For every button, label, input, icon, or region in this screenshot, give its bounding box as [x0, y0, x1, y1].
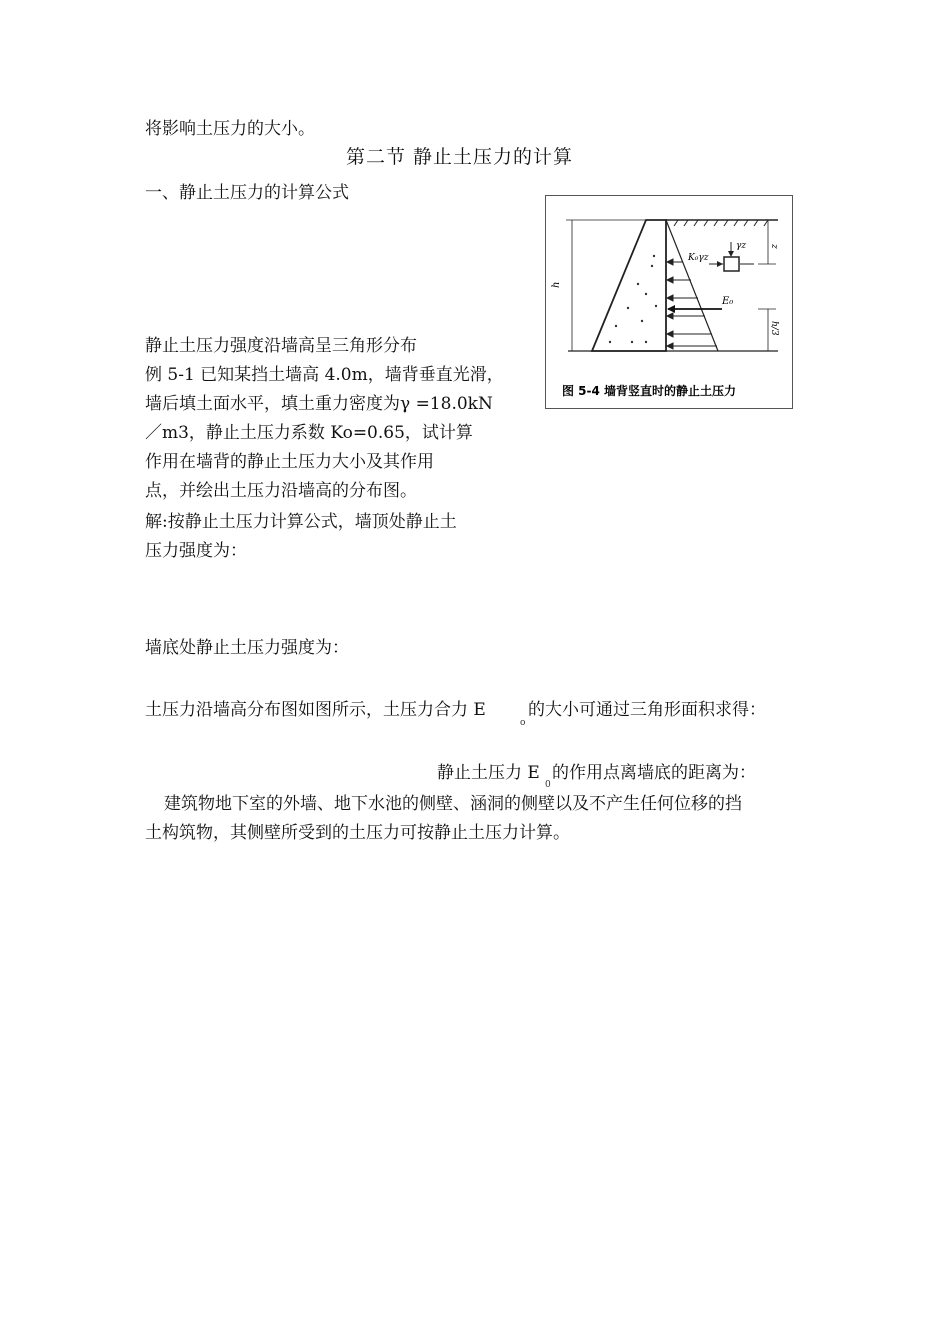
pressure-triangle-edge	[666, 220, 718, 351]
section-title: 第二节 静止土压力的计算	[346, 146, 574, 168]
label-gamma-z: γz	[736, 241, 747, 251]
example-line-5: 点，并绘出土压力沿墙高的分布图。	[145, 481, 417, 501]
example-line-2: 墙后填土面水平，填土重力密度为γ =18.0kN	[145, 394, 493, 414]
label-k0-gamma-z: K₀γz	[688, 253, 709, 263]
retaining-wall-diagram	[546, 196, 794, 410]
label-h: h	[551, 281, 562, 288]
figure-caption: 图 5-4 墙背竖直时的静止土压力	[562, 384, 737, 398]
resultant-text-b: 的大小可通过三角形面积求得：	[528, 700, 766, 720]
pressure-arrows	[667, 259, 717, 349]
label-z: z	[769, 244, 779, 249]
label-e0: E₀	[722, 296, 734, 307]
subsection-title: 一、静止土压力的计算公式	[145, 183, 349, 203]
resultant-text-a: 土压力沿墙高分布图如图所示，土压力合力 E	[145, 700, 486, 720]
distribution-text: 静止土压力强度沿墙高呈三角形分布	[145, 336, 417, 356]
solution-line-1: 解:按静止土压力计算公式，墙顶处静止土	[145, 512, 457, 532]
example-line-4: 作用在墙背的静止土压力大小及其作用	[145, 452, 434, 472]
soil-element	[724, 257, 739, 271]
action-point-text-a: 静止土压力 E	[437, 763, 540, 783]
wall-outline	[592, 220, 666, 351]
action-point-text-b: 的作用点离墙底的距离为：	[552, 763, 756, 783]
text-line: 将影响土压力的大小。	[145, 119, 315, 139]
application-line-1: 建筑物地下室的外墙、地下水池的侧壁、涵洞的侧壁以及不产生任何位移的挡	[164, 794, 742, 814]
label-h3: h/3	[769, 321, 779, 336]
resultant-subscript: o	[520, 718, 526, 728]
solution-line-2: 压力强度为：	[145, 541, 247, 561]
action-point-subscript: 0	[545, 780, 551, 790]
ground-hatch	[674, 220, 768, 226]
application-line-2: 土构筑物，其侧壁所受到的土压力可按静止土压力计算。	[145, 823, 570, 843]
earth-pressure-figure	[545, 195, 793, 409]
bottom-intensity-text: 墙底处静止土压力强度为：	[145, 638, 349, 658]
example-line-1: 例 5-1 已知某挡土墙高 4.0m，墙背垂直光滑，	[145, 365, 504, 385]
concrete-dots	[609, 255, 657, 343]
example-line-3: ／m3，静止土压力系数 Ko=0.65，试计算	[145, 423, 473, 443]
